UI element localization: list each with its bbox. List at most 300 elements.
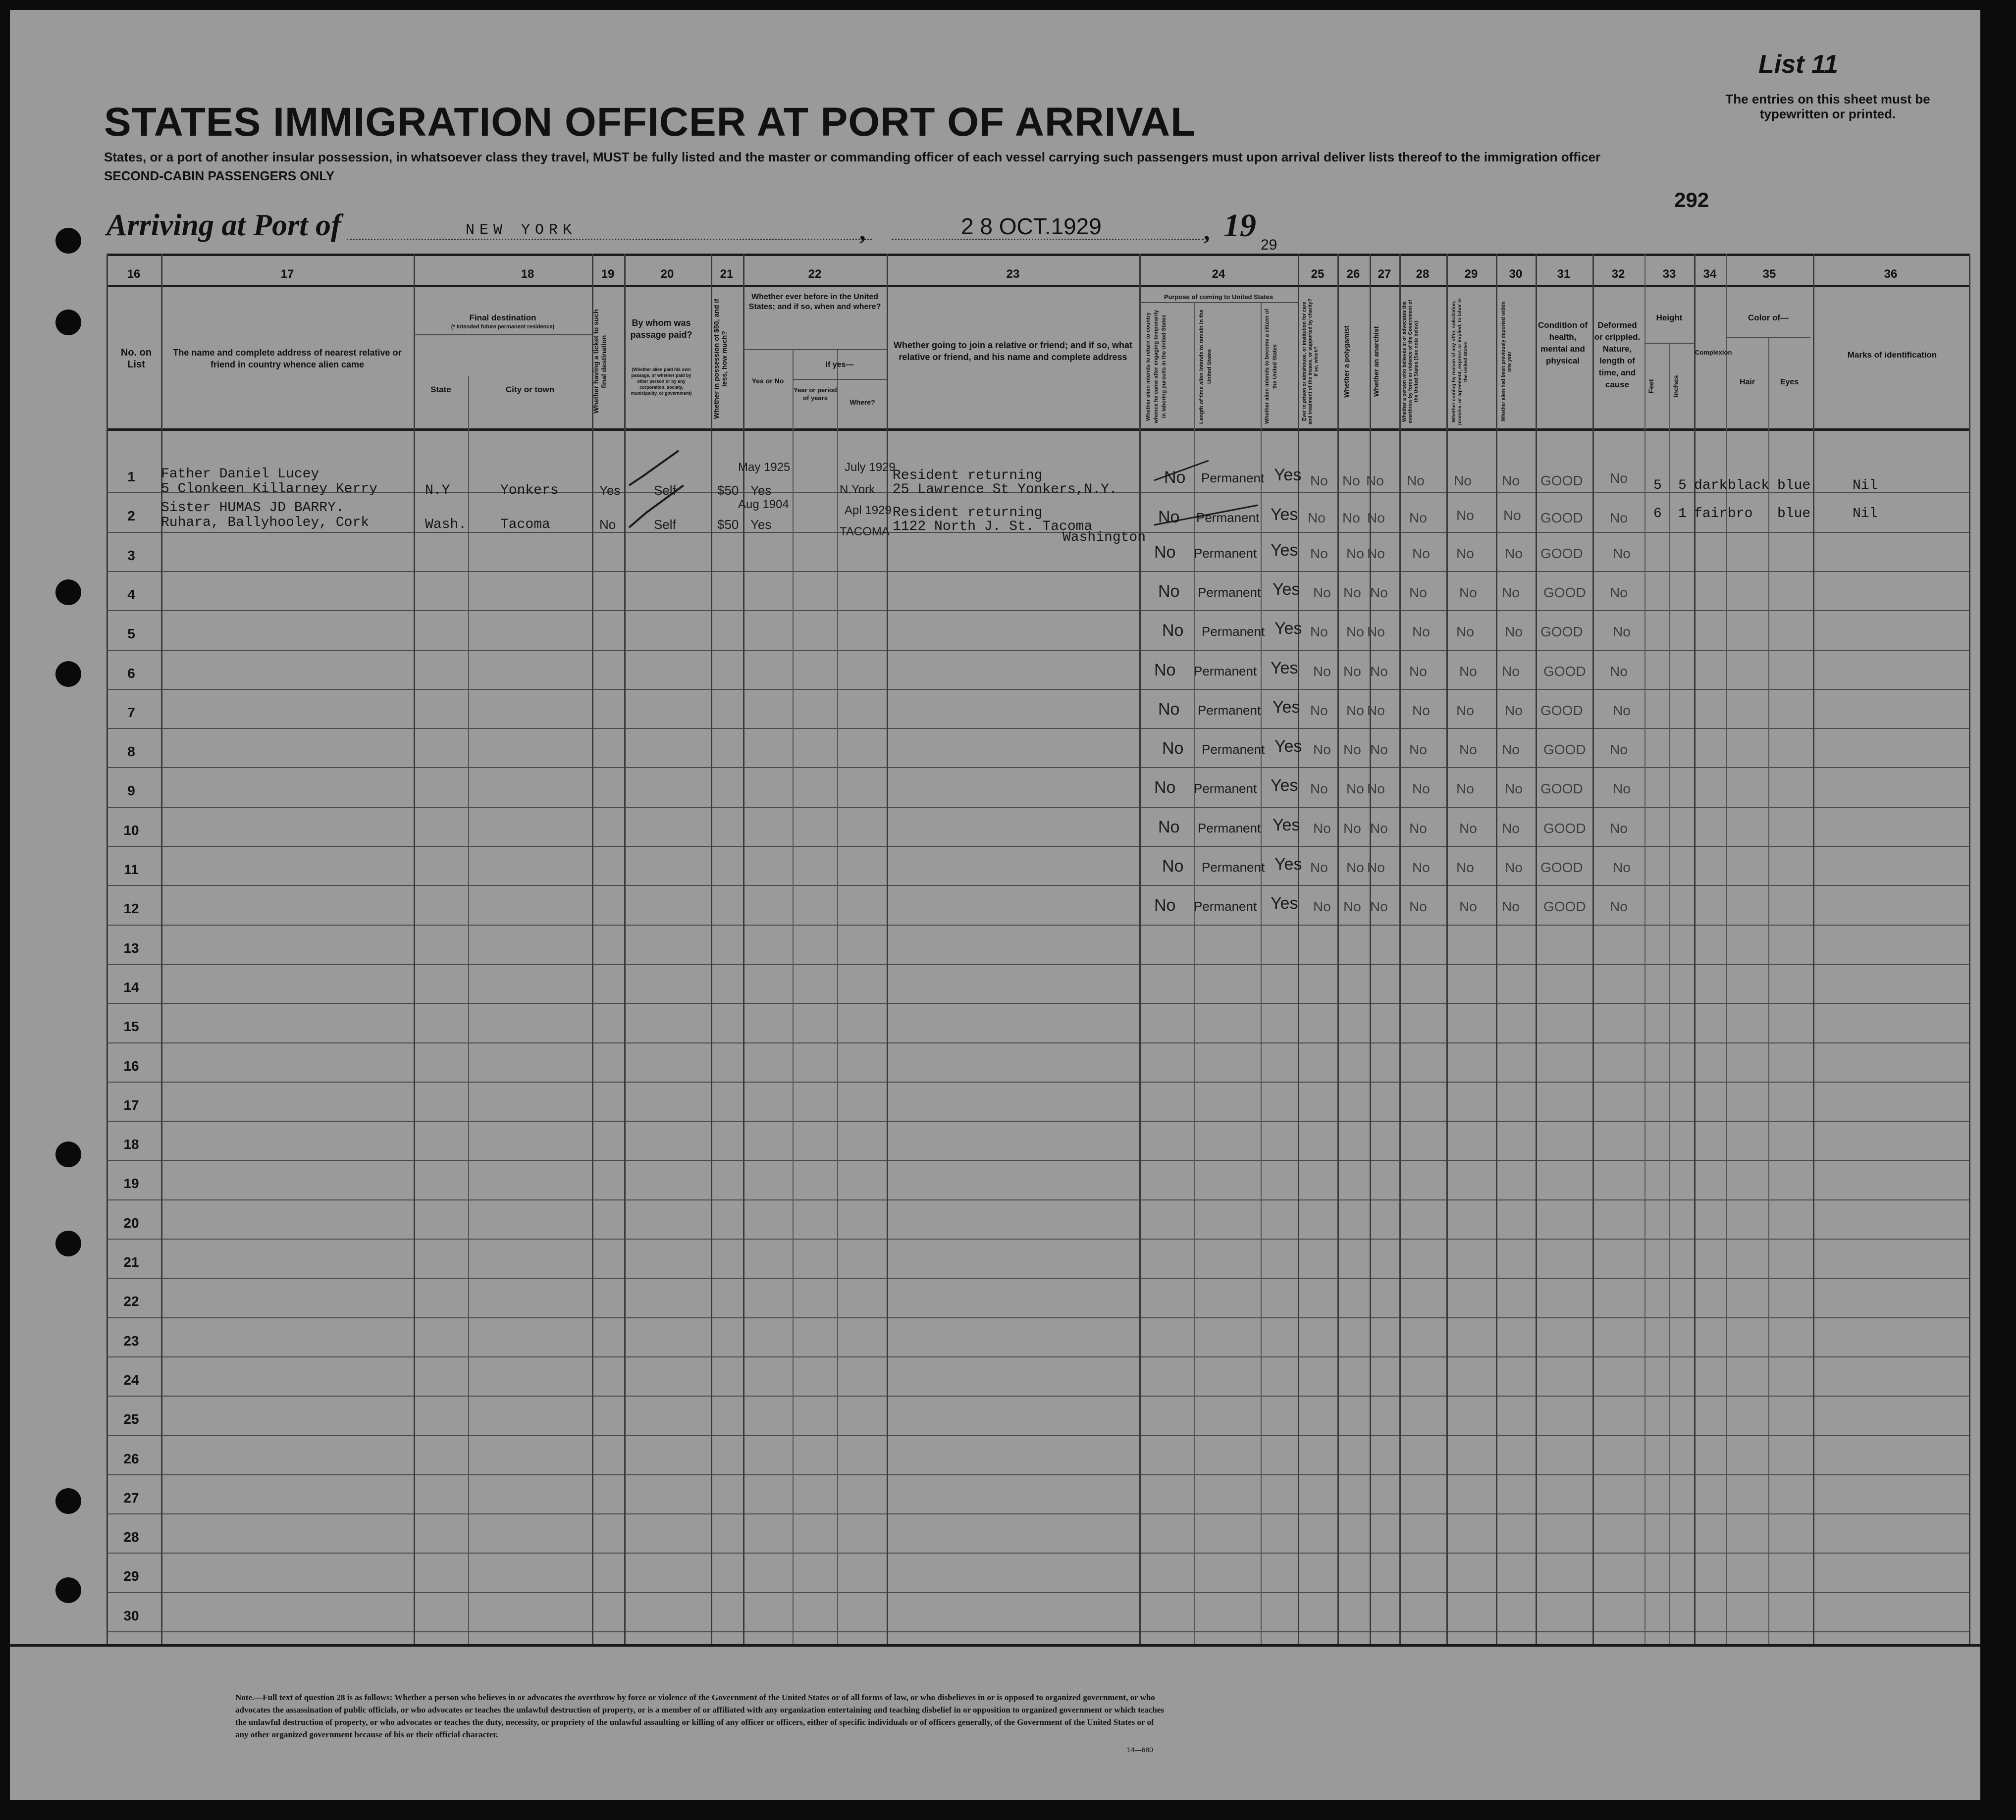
row-number: 24 xyxy=(123,1372,139,1388)
stamp-value: No xyxy=(1346,781,1364,796)
stamp-citizen: Yes xyxy=(1271,776,1298,795)
hdr-color: Color of— xyxy=(1748,313,1789,322)
stamp-value: No xyxy=(1367,860,1385,875)
stamp-citizen: Yes xyxy=(1271,894,1298,913)
row1-before: Yes xyxy=(750,483,772,498)
stamp-value: No xyxy=(1505,546,1523,561)
row2-where: TACOMA xyxy=(840,525,890,538)
stamp-value: GOOD xyxy=(1540,860,1583,875)
column-rule xyxy=(468,376,469,1644)
stamp-value: No xyxy=(1313,899,1331,914)
row1-inches: 5 xyxy=(1678,478,1687,493)
stamp-value: GOOD xyxy=(1540,624,1583,639)
column-number: 34 xyxy=(1703,267,1717,281)
check-mark xyxy=(629,485,684,527)
column-rule xyxy=(1969,254,1970,1644)
row1-c26: No xyxy=(1342,473,1360,488)
stamp-citizen: Yes xyxy=(1273,580,1300,599)
stamp-value: No xyxy=(1610,821,1628,836)
hdr-city: City or town xyxy=(505,385,555,394)
hdr-final-destination: Final destination xyxy=(469,313,536,322)
row2-c28: No xyxy=(1409,510,1427,525)
column-number: 33 xyxy=(1662,267,1676,281)
row-number: 14 xyxy=(123,980,139,995)
stamp-length: Permanent xyxy=(1198,703,1261,718)
row-rule xyxy=(106,807,1969,808)
column-rule xyxy=(1446,254,1448,1644)
check-mark xyxy=(1154,461,1209,480)
row-number: 13 xyxy=(123,940,139,956)
subtitle: States, or a port of another insular possession, in whatsoever class they travel, MUST be fully listed and the master or commanding officer of each vessel carrying such passengers must upon arrival deliver lists thereof to the immigration officer xyxy=(104,150,1601,164)
row-rule xyxy=(106,1121,1969,1122)
row-number: 9 xyxy=(127,783,135,798)
row-rule xyxy=(106,650,1969,651)
row2-complexion: fair xyxy=(1694,506,1728,521)
stamp-value: No xyxy=(1502,585,1520,600)
stamp-return: No xyxy=(1158,700,1180,719)
punch-hole xyxy=(55,661,81,687)
row1-where: N.York xyxy=(840,483,875,496)
typewritten-notice: The entries on this sheet must be typewritten or printed. xyxy=(1725,92,1930,121)
row2-c25: No xyxy=(1308,510,1326,525)
row-number: 19 xyxy=(123,1176,139,1191)
stamp-value: GOOD xyxy=(1540,703,1583,718)
stamp-value: No xyxy=(1610,664,1628,679)
stamp-length: Permanent xyxy=(1194,899,1257,914)
stamp-value: No xyxy=(1412,860,1430,875)
row2-inches: 1 xyxy=(1678,506,1687,521)
row-rule xyxy=(106,1199,1969,1200)
stamp-citizen: Yes xyxy=(1271,541,1298,560)
column-rule xyxy=(793,349,794,1644)
stamp-length: Permanent xyxy=(1198,821,1261,835)
column-rule xyxy=(1592,254,1594,1644)
stamp-citizen: Yes xyxy=(1273,698,1300,717)
stamp-value: No xyxy=(1610,585,1628,600)
column-number: 28 xyxy=(1416,267,1430,281)
hdr-year-period: Year or period of years xyxy=(794,386,837,402)
stamp-value: No xyxy=(1505,703,1523,718)
row2-citizen: Yes xyxy=(1271,505,1298,524)
stamp-value: No xyxy=(1310,703,1328,718)
stamp-value: No xyxy=(1310,546,1328,561)
stamp-length: Permanent xyxy=(1194,546,1257,561)
row1-join-note: Resident returning xyxy=(893,468,1043,483)
hdr-purpose: Purpose of coming to United States xyxy=(1164,293,1273,301)
stamp-value: GOOD xyxy=(1543,664,1586,679)
stamp-citizen: Yes xyxy=(1271,659,1298,677)
stamp-citizen: Yes xyxy=(1274,737,1302,756)
row1-eyes: blue xyxy=(1777,478,1811,493)
column-number: 21 xyxy=(720,267,734,281)
row1-length: Permanent xyxy=(1201,470,1265,485)
row-rule xyxy=(106,1160,1969,1161)
row1-relative-address: 5 Clonkeen Killarney Kerry xyxy=(161,481,377,497)
hdr-complexion: Complexion xyxy=(1695,349,1732,356)
stamp-value: No xyxy=(1505,781,1523,796)
row2-feet: 6 xyxy=(1653,506,1662,521)
stamp-value: No xyxy=(1343,585,1361,600)
row1-relative-name: Father Daniel Lucey xyxy=(161,467,319,482)
column-rule xyxy=(1536,254,1537,1644)
stamp-value: No xyxy=(1370,664,1388,679)
row2-ticket: No xyxy=(599,517,616,532)
row-rule xyxy=(106,1317,1969,1318)
row-number: 25 xyxy=(123,1411,139,1427)
stamp-return: No xyxy=(1154,896,1176,915)
row2-state: Wash. xyxy=(425,517,467,532)
row-rule xyxy=(106,1356,1969,1357)
row-number: 3 xyxy=(127,548,135,563)
column-number: 26 xyxy=(1346,267,1360,281)
row-rule xyxy=(106,1631,1969,1632)
row-number: 8 xyxy=(127,744,135,759)
row2-money: $50 xyxy=(717,517,739,532)
row2-length: Permanent xyxy=(1196,510,1260,525)
hdr-health: Condition of health, mental and physical xyxy=(1538,320,1588,365)
row-number: 7 xyxy=(127,705,135,720)
row2-c27: No xyxy=(1367,510,1385,525)
hdr-if-yes: If yes— xyxy=(825,361,854,369)
column-number: 36 xyxy=(1884,267,1898,281)
stamp-value: No xyxy=(1456,781,1474,796)
row-rule xyxy=(106,1239,1969,1240)
row-rule xyxy=(106,885,1969,886)
row1-join-address: 25 Lawrence St Yonkers,N.Y. xyxy=(893,482,1117,497)
hdr-intends-citizen: Whether alien intends to become a citizen of the United States xyxy=(1264,309,1278,424)
row1-deformed: No xyxy=(1610,470,1628,486)
check-mark xyxy=(629,451,679,485)
hdr-deformed: Deformed or crippled. Nature, length of time, and cause xyxy=(1594,320,1641,389)
column-number: 19 xyxy=(601,267,615,281)
stamp-return: No xyxy=(1154,543,1176,562)
stamp-length: Permanent xyxy=(1202,742,1265,757)
hdr-state: State xyxy=(430,385,451,394)
row-number: 27 xyxy=(123,1490,139,1506)
stamp-value: No xyxy=(1502,821,1520,836)
column-number: 30 xyxy=(1509,267,1523,281)
row1-c27: No xyxy=(1366,473,1384,488)
column-number: 29 xyxy=(1464,267,1478,281)
row-number: 18 xyxy=(123,1137,139,1152)
row1-health: GOOD xyxy=(1540,473,1583,488)
form-number: 14—680 xyxy=(1127,1746,1153,1754)
punch-hole xyxy=(55,1231,81,1256)
column-rule xyxy=(1496,254,1497,1644)
stamp-citizen: Yes xyxy=(1274,855,1302,874)
stamp-value: No xyxy=(1313,742,1331,757)
row-rule xyxy=(106,1592,1969,1593)
stamp-length: Permanent xyxy=(1198,585,1261,600)
hdr-eyes: Eyes xyxy=(1780,378,1799,386)
row-number: 10 xyxy=(123,823,139,838)
row-number: 17 xyxy=(123,1097,139,1113)
year-prefix: 19 xyxy=(1223,208,1256,244)
stamp-value: No xyxy=(1409,742,1427,757)
table-bottom-rule xyxy=(10,1644,1980,1647)
row-rule xyxy=(106,925,1969,926)
stamp-value: No xyxy=(1502,899,1520,914)
stamp-value: No xyxy=(1613,781,1631,796)
column-rule xyxy=(592,254,593,1644)
stamp-value: No xyxy=(1367,624,1385,639)
stamp-citizen: Yes xyxy=(1274,619,1302,638)
stamp-value: No xyxy=(1343,742,1361,757)
hdr-ticket: Whether having a ticket to such final destination xyxy=(592,309,608,414)
stamp-value: No xyxy=(1456,546,1474,561)
stamp-value: No xyxy=(1370,742,1388,757)
column-number: 32 xyxy=(1611,267,1625,281)
hdr-paid-by: By whom was passage paid? xyxy=(630,318,692,340)
punch-hole xyxy=(55,310,81,335)
column-rule xyxy=(1726,254,1727,1644)
stamp-value: No xyxy=(1610,742,1628,757)
row1-feet: 5 xyxy=(1653,478,1662,493)
row-rule xyxy=(106,767,1969,768)
stamp-value: GOOD xyxy=(1543,899,1586,914)
row2-relative-name: Sister HUMAS JD BARRY. xyxy=(161,500,344,516)
stamp-length: Permanent xyxy=(1194,664,1257,678)
hdr-join: Whether going to join a relative or friend; and if so, what relative or friend, and his name and complete address xyxy=(893,340,1133,362)
table-top-rule xyxy=(106,254,1969,256)
row2-join-address: 1122 North J. St. Tacoma xyxy=(893,519,1093,534)
manifest-sheet xyxy=(10,10,1980,1800)
hdr-labor-offer: Whether coming by reason of any offer, solicitation, promise, or agreement, express or implied, to labor in the United States xyxy=(1451,298,1469,425)
stamp-value: No xyxy=(1409,821,1427,836)
check-marks xyxy=(1149,456,1298,535)
row-number: 2 xyxy=(127,508,135,523)
stamp-value: No xyxy=(1343,664,1361,679)
hdr-intends-return: Whether alien intends to return to country whence he came after engaging temporarily in laboring pursuits in the United States xyxy=(1145,310,1167,423)
hdr-before: Whether ever before in the United States; and if so, when and where? xyxy=(748,293,881,311)
stamp-value: No xyxy=(1346,860,1364,875)
stamp-value: No xyxy=(1502,742,1520,757)
hdr-money: Whether in possession of $50, and if less, how much? xyxy=(712,299,728,419)
stamp-value: GOOD xyxy=(1543,742,1586,757)
column-rule xyxy=(1139,254,1141,1644)
row-number: 20 xyxy=(123,1215,139,1231)
hdr-length-of-stay: Length of time alien intends to remain in the United States xyxy=(1199,309,1213,424)
row-rule xyxy=(106,1278,1969,1279)
row1-marks: Nil xyxy=(1853,478,1878,493)
row1-citizen: Yes xyxy=(1274,466,1302,484)
column-rule xyxy=(106,254,108,1644)
footnote: Note.—Full text of question 28 is as follows: Whether a person who believes in or advocates the overthrow by force or violence of the Government of the United States or of all forms of law, or who disbelieves in or is opposed to organized government, or who advocates the assassination of public officials, or who advocates or teaches the unlawful destruction of property, or is a member of or affiliated with any organization entertaining and teaching disbelief in or opposition to organized government or which teaches the unlawful destruction of property, or who advocates or teaches the duty, necessity, or propriety of the unlawful assaulting or killing of any officer or officers, either of specific individuals or of officers generally, of the Government of the United States or of any other organized government because of his or their official character. xyxy=(235,1693,1165,1739)
stamp-value: No xyxy=(1459,821,1477,836)
row-number: 5 xyxy=(127,626,135,641)
stamp-value: No xyxy=(1613,703,1631,718)
punch-hole xyxy=(55,579,81,605)
row-number: 6 xyxy=(127,666,135,681)
row1-state: N.Y xyxy=(425,483,450,498)
row2-before: Yes xyxy=(750,517,772,532)
row-rule xyxy=(106,1042,1969,1043)
stamp-value: GOOD xyxy=(1540,781,1583,796)
hdr-where: Where? xyxy=(849,398,875,406)
row-number: 30 xyxy=(123,1608,139,1623)
stamp-return: No xyxy=(1158,582,1180,601)
stamp-value: No xyxy=(1613,860,1631,875)
hdr-hair: Hair xyxy=(1739,378,1755,386)
stamp-value: No xyxy=(1346,546,1364,561)
row-rule xyxy=(106,1082,1969,1083)
column-rule xyxy=(837,349,838,1644)
row1-money: $50 xyxy=(717,483,739,498)
stamp-value: No xyxy=(1367,703,1385,718)
stamp-value: No xyxy=(1412,781,1430,796)
stamp-value: No xyxy=(1346,624,1364,639)
hdr-relative: The name and complete address of nearest relative or friend in country whence alien came xyxy=(173,348,402,369)
stamp-value: GOOD xyxy=(1540,546,1583,561)
hdr-prison: Ever in prison or almshouse, or institution for care and treatment of the insane, or supported by charity? If so, which? xyxy=(1302,299,1319,424)
row2-marks: Nil xyxy=(1853,506,1878,521)
stamp-value: No xyxy=(1613,624,1631,639)
column-number: 16 xyxy=(127,267,141,281)
column-number: 35 xyxy=(1762,267,1776,281)
hdr-no-on-list: No. on List xyxy=(120,347,152,370)
stamp-value: No xyxy=(1459,899,1477,914)
stamp-value: No xyxy=(1370,899,1388,914)
stamp-value: No xyxy=(1459,585,1477,600)
row-rule xyxy=(106,571,1969,572)
row2-return: No xyxy=(1158,508,1180,526)
stamp-length: Permanent xyxy=(1202,860,1265,875)
row-number: 1 xyxy=(127,469,135,484)
stamp-value: No xyxy=(1370,585,1388,600)
row-number: 29 xyxy=(123,1568,139,1584)
row2-join-state: Washington xyxy=(1062,530,1146,545)
row2-eyes: blue xyxy=(1777,506,1811,521)
stamp-value: No xyxy=(1367,781,1385,796)
row2-years-start: Aug 1904 xyxy=(738,498,789,511)
punch-hole xyxy=(55,1577,81,1603)
stamp-length: Permanent xyxy=(1202,624,1265,639)
port-line xyxy=(347,239,872,240)
check-marks xyxy=(624,446,723,545)
hdr-marks: Marks of identification xyxy=(1847,350,1937,360)
stamp-return: No xyxy=(1162,621,1184,640)
row1-c29: No xyxy=(1454,473,1472,488)
row2-c26: No xyxy=(1342,510,1360,525)
row-rule xyxy=(106,610,1969,611)
stamp-value: No xyxy=(1456,624,1474,639)
row-rule xyxy=(106,1396,1969,1397)
row1-complexion: dark xyxy=(1694,478,1728,493)
row2-hair: bro xyxy=(1728,506,1753,521)
row-rule xyxy=(106,1474,1969,1475)
punch-hole xyxy=(55,1142,81,1167)
stamp-value: No xyxy=(1313,821,1331,836)
stamp-value: No xyxy=(1310,860,1328,875)
stamp-value: No xyxy=(1505,624,1523,639)
stamp-length: Permanent xyxy=(1194,781,1257,796)
hdr-overthrow: Whether a person who believes in or advocates the overthrow by force or violence of the Government of the United States (See note below) xyxy=(1402,300,1419,423)
row-rule xyxy=(106,1003,1969,1004)
stamp-value: No xyxy=(1610,899,1628,914)
stamp-value: No xyxy=(1613,546,1631,561)
stamp-value: No xyxy=(1456,860,1474,875)
stamp-value: No xyxy=(1409,585,1427,600)
row2-deformed: No xyxy=(1610,510,1628,525)
punch-hole xyxy=(55,228,81,254)
punch-hole xyxy=(55,1488,81,1514)
column-rule xyxy=(1694,254,1696,1644)
column-rule xyxy=(1370,254,1371,1644)
row-number: 23 xyxy=(123,1333,139,1349)
row1-return: No xyxy=(1164,468,1186,487)
hdr-anarchist: Whether an anarchist xyxy=(1372,326,1380,397)
class-line: SECOND-CABIN PASSENGERS ONLY xyxy=(104,168,335,183)
column-number: 17 xyxy=(280,267,294,281)
row-number: 26 xyxy=(123,1451,139,1466)
row2-years-end: Apl 1929 xyxy=(845,504,892,517)
subhdr-rule xyxy=(743,349,887,350)
hdr-inches: Inches xyxy=(1672,375,1680,398)
row-rule xyxy=(106,728,1969,729)
stamp-return: No xyxy=(1158,818,1180,836)
stamp-value: No xyxy=(1412,546,1430,561)
row-number: 28 xyxy=(123,1529,139,1545)
stamp-value: No xyxy=(1459,742,1477,757)
row-number: 21 xyxy=(123,1254,139,1270)
subhdr-rule xyxy=(414,334,592,335)
row-rule xyxy=(106,964,1969,965)
hdr-polygamist: Whether a polygamist xyxy=(1342,325,1350,398)
column-rule xyxy=(1669,343,1670,1644)
hdr-paid-by-note: (Whether alien paid his own passage, or whether paid by other person or by any corporation, society, municipality, or government) xyxy=(631,367,692,396)
arriving-label: Arriving at Port of xyxy=(106,208,341,242)
subhdr-rule xyxy=(1645,343,1694,344)
stamp-value: No xyxy=(1412,624,1430,639)
stamp-return: No xyxy=(1162,857,1184,876)
comma: , xyxy=(1204,217,1210,245)
subhdr-rule xyxy=(1726,337,1810,338)
row2-join-note: Resident returning xyxy=(893,505,1043,520)
page-title: STATES IMMIGRATION OFFICER AT PORT OF ARRIVAL xyxy=(104,100,1196,145)
stamp-value: GOOD xyxy=(1543,585,1586,600)
stamp-value: No xyxy=(1409,899,1427,914)
column-number: 18 xyxy=(521,267,534,281)
row2-relative-address: Ruhara, Ballyhooley, Cork xyxy=(161,515,370,530)
row-rule xyxy=(106,846,1969,847)
row1-c25: No xyxy=(1310,473,1328,488)
hdr-height: Height xyxy=(1656,313,1683,322)
stamp-value: No xyxy=(1313,664,1331,679)
column-number: 27 xyxy=(1378,267,1391,281)
sheet-number: 292 xyxy=(1674,188,1709,211)
row-number: 12 xyxy=(123,901,139,916)
subhdr-rule xyxy=(793,379,887,380)
row2-c29: No xyxy=(1456,508,1474,523)
row-number: 4 xyxy=(127,587,135,602)
stamp-return: No xyxy=(1154,661,1176,679)
row2-city: Tacoma xyxy=(500,517,550,532)
arrival-date: 2 8 OCT.1929 xyxy=(961,213,1102,239)
column-rule xyxy=(1399,254,1401,1644)
column-rule xyxy=(1298,254,1299,1644)
column-rule xyxy=(161,254,162,1644)
stamp-return: No xyxy=(1154,778,1176,797)
hdr-final-destination-note: (* Intended future permanent residence) xyxy=(451,324,555,330)
header-bottom-rule xyxy=(106,428,1969,431)
column-number: 31 xyxy=(1557,267,1571,281)
column-rule xyxy=(1768,337,1769,1644)
hdr-deported: Whether alien had been previously deported within one year xyxy=(1501,301,1512,422)
row1-c30: No xyxy=(1502,473,1520,488)
row1-c28: No xyxy=(1407,473,1425,488)
list-number: List 11 xyxy=(1758,50,1838,79)
colnum-rule xyxy=(106,285,1969,287)
